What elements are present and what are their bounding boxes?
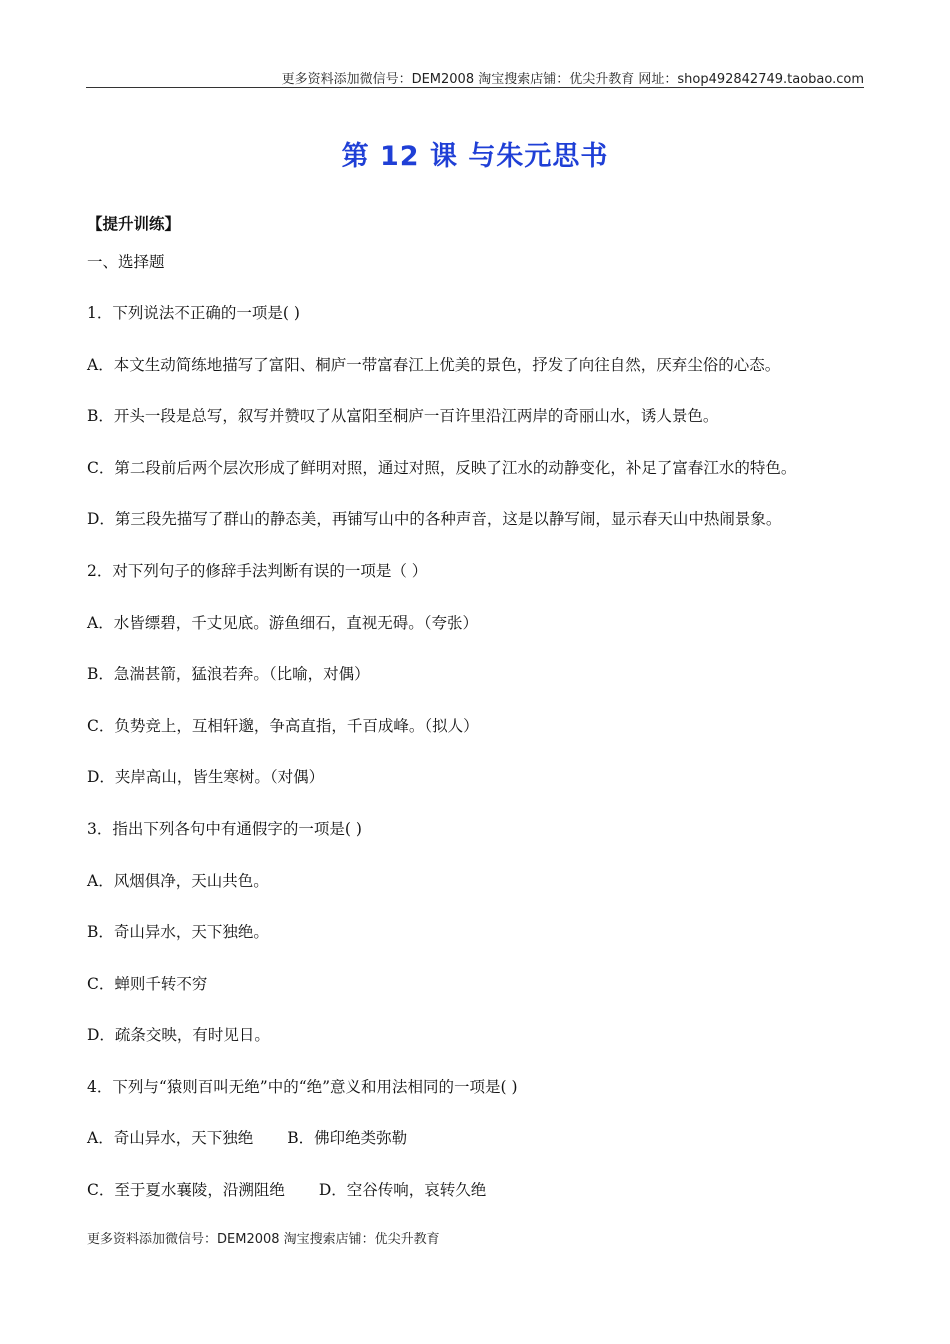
question-stem: 1．下列说法不正确的一项是( ): [87, 304, 300, 322]
option-c: C．蝉则千转不穷: [87, 975, 208, 993]
page-footer: 更多资料添加微信号：DEM2008 淘宝搜索店铺：优尖升教育: [87, 1232, 440, 1247]
option-d: D．夹岸高山，皆生寒树。（对偶）: [87, 768, 325, 786]
option-d: D．第三段先描写了群山的静态美，再铺写山中的各种声音，这是以静写闹，显示春天山中热闹景象。: [87, 510, 782, 528]
option-b: B．奇山异水，天下独绝。: [87, 923, 269, 941]
question-stem: 2．对下列句子的修辞手法判断有误的一项是（ ）: [87, 562, 428, 580]
option-c: C．负势竞上，互相轩邈，争高直指，千百成峰。（拟人）: [87, 717, 479, 735]
options-row-2: [87, 1178, 486, 1200]
option-a: A．水皆缥碧，千丈见底。游鱼细石，直视无碍。（夸张）: [87, 614, 478, 632]
option-c: C．第二段前后两个层次形成了鲜明对照，通过对照，反映了江水的动静变化，补足了富春江水的特色。: [87, 459, 797, 477]
option-d: D．疏条交映，有时见日。: [87, 1026, 270, 1044]
option-b: B．佛印绝类弥勒: [287, 1129, 408, 1147]
option-b: B．开头一段是总写，叙写并赞叹了从富阳至桐庐一百许里沿江两岸的奇丽山水，诱人景色。: [87, 407, 719, 425]
header-divider: [86, 87, 864, 88]
option-a: A．奇山异水，天下独绝: [87, 1129, 254, 1147]
section-heading: 【提升训练】: [87, 215, 181, 233]
option-a: A．风烟俱净，天山共色。: [87, 872, 269, 890]
page-title: 第 12 课 与朱元思书: [341, 141, 609, 172]
question-stem: 3．指出下列各句中有通假字的一项是( ): [87, 820, 362, 838]
question-stem: 4．下列与“猿则百叫无绝”中的“绝”意义和用法相同的一项是( ): [87, 1078, 518, 1096]
page-header: 更多资料添加微信号：DEM2008 淘宝搜索店铺：优尖升教育 网址：shop492842749.taobao.com: [281, 72, 864, 87]
part-heading: 一、选择题: [87, 253, 165, 271]
option-a: A．本文生动简练地描写了富阳、桐庐一带富春江上优美的景色，抒发了向往自然，厌弃尘俗的心态。: [87, 356, 781, 374]
options-row-1: [87, 1126, 407, 1148]
option-d: D．空谷传响，哀转久绝: [318, 1181, 487, 1199]
option-b: B．急湍甚箭，猛浪若奔。（比喻，对偶）: [87, 665, 370, 683]
option-c: C．至于夏水襄陵，沿溯阻绝: [87, 1181, 285, 1199]
